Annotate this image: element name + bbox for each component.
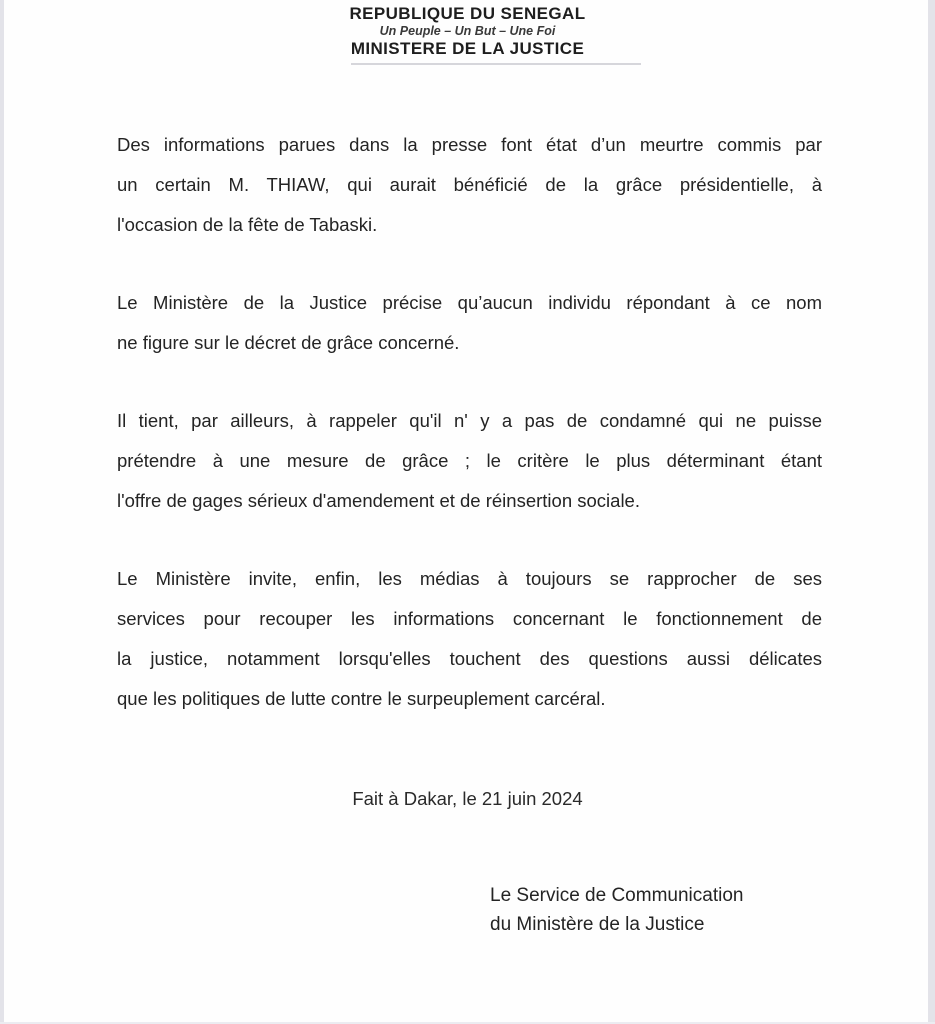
paragraph-line: un certain M. THIAW, qui aurait bénéficié de la grâce présidentielle, à	[117, 174, 822, 195]
photo-edge-right	[928, 0, 935, 1024]
paragraph-line: Le Ministère de la Justice précise qu’aucun individu répondant à ce nom	[117, 292, 822, 313]
paragraph-line: Il tient, par ailleurs, à rappeler qu'il n' y a pas de condamné qui ne puisse	[117, 410, 822, 431]
paragraph-line: prétendre à une mesure de grâce ; le critère le plus déterminant étant	[117, 450, 822, 471]
paragraph-line: services pour recouper les informations concernant le fonctionnement de	[117, 608, 822, 629]
signature-block	[490, 881, 935, 939]
paragraph-line: la justice, notamment lorsqu'elles touchent des questions aussi délicates	[117, 648, 822, 669]
signature-line: du Ministère de la Justice	[490, 914, 705, 935]
paragraph-line: que les politiques de lutte contre le surpeuplement carcéral.	[117, 688, 606, 709]
header-rule	[351, 63, 641, 65]
paragraph-line: l'occasion de la fête de Tabaski.	[117, 214, 378, 235]
paragraph-line: Le Ministère invite, enfin, les médias à toujours se rapprocher de ses	[117, 568, 822, 589]
paragraph	[117, 283, 822, 363]
photo-edge-left	[0, 0, 4, 1024]
letterhead	[0, 0, 935, 65]
dateline: Fait à Dakar, le 21 juin 2024	[352, 788, 583, 809]
paragraph	[117, 559, 822, 719]
ministry-title: MINISTERE DE LA JUSTICE	[350, 39, 585, 58]
paragraph	[117, 125, 822, 245]
signature-line: Le Service de Communication	[490, 885, 744, 906]
paragraph-line: l'offre de gages sérieux d'amendement et de réinsertion sociale.	[117, 490, 640, 511]
paragraph-line: Des informations parues dans la presse font état d’un meurtre commis par	[117, 134, 822, 155]
republic-title: REPUBLIQUE DU SENEGAL	[349, 4, 586, 23]
paragraph	[117, 401, 822, 521]
letter-body	[117, 125, 822, 719]
national-motto: Un Peuple – Un But – Une Foi	[379, 24, 556, 38]
paragraph-line: ne figure sur le décret de grâce concerné.	[117, 332, 460, 353]
